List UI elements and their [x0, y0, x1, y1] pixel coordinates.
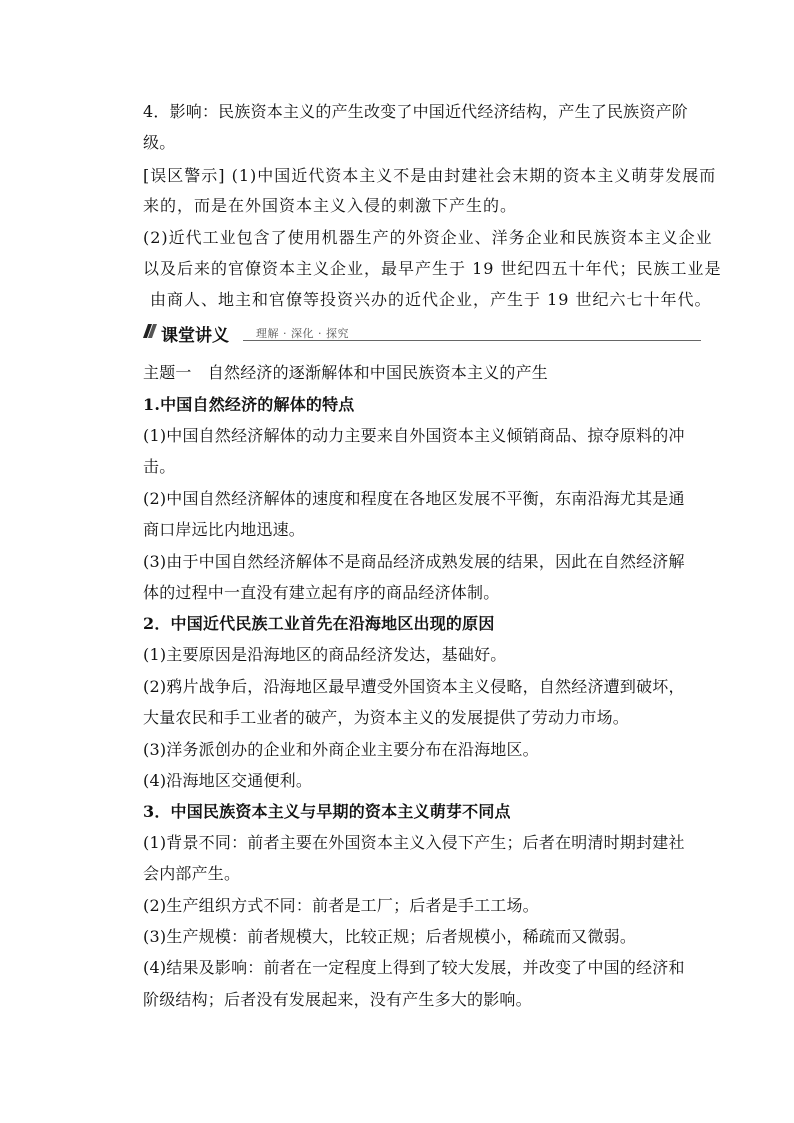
heading-3: 3．中国民族资本主义与早期的资本主义萌芽不同点 — [143, 802, 511, 821]
heading-1: 1.中国自然经济的解体的特点 — [143, 395, 355, 414]
heading-1-item-3-line-2: 体的过程中一直没有建立起有序的商品经济体制。 — [143, 583, 500, 602]
section-banner — [143, 320, 701, 344]
heading-1-item-3-line-1: (3)由于中国自然经济解体不是商品经济成熟发展的结果，因此在自然经济解 — [143, 552, 685, 571]
heading-3-item-1-line-2: 会内部产生。 — [143, 864, 241, 883]
heading-1-item-2-line-2: 商口岸远比内地迅速。 — [143, 520, 306, 539]
section-banner-rule — [243, 340, 701, 341]
heading-3-item-1-line-1: (1)背景不同：前者主要在外国资本主义入侵下产生；后者在明清时期封建社 — [143, 833, 685, 852]
misconception-warning-line-5: 由商人、地主和官僚等投资兴办的近代企业，产生于 19 世纪六七十年代。 — [150, 290, 712, 309]
heading-2-item-3: (3)洋务派创办的企业和外商企业主要分布在沿海地区。 — [143, 740, 539, 759]
section-banner-title: 课堂讲义 — [161, 326, 229, 346]
heading-3-item-4-line-2: 阶级结构；后者没有发展起来，没有产生多大的影响。 — [143, 990, 532, 1009]
heading-3-item-4-line-1: (4)结果及影响：前者在一定程度上得到了较大发展，并改变了中国的经济和 — [143, 958, 685, 977]
heading-1-item-2-line-1: (2)中国自然经济解体的速度和程度在各地区发展不平衡，东南沿海尤其是通 — [143, 489, 685, 508]
misconception-warning-text-1: (1)中国近代资本主义不是由封建社会末期的资本主义萌芽发展而 — [225, 166, 717, 185]
heading-2-item-1: (1)主要原因是沿海地区的商品经济发达，基础好。 — [143, 645, 507, 664]
heading-2-item-2-line-2: 大量农民和手工业者的破产，为资本主义的发展提供了劳动力市场。 — [143, 708, 630, 727]
double-slash-icon — [143, 324, 157, 338]
heading-2-item-2-line-1: (2)鸦片战争后，沿海地区最早遭受外国资本主义侵略，自然经济遭到破坏， — [143, 677, 685, 696]
impact-paragraph-line-1: 4．影响：民族资本主义的产生改变了中国近代经济结构，产生了民族资产阶 — [143, 102, 688, 121]
topic-title: 主题一 自然经济的逐渐解体和中国民族资本主义的产生 — [143, 363, 549, 382]
heading-2: 2．中国近代民族工业首先在沿海地区出现的原因 — [143, 614, 495, 633]
misconception-warning-line-1 — [143, 166, 717, 186]
heading-3-item-2: (2)生产组织方式不同：前者是工厂；后者是手工工场。 — [143, 896, 539, 915]
misconception-warning-line-3: (2)近代工业包含了使用机器生产的外资企业、洋务企业和民族资本主义企业 — [143, 228, 713, 247]
heading-2-item-4: (4)沿海地区交通便利。 — [143, 771, 313, 790]
heading-1-item-1-line-2: 击。 — [143, 457, 176, 476]
misconception-warning-line-2: 来的，而是在外国资本主义入侵的刺激下产生的。 — [143, 196, 518, 215]
heading-1-item-1-line-1: (1)中国自然经济解体的动力主要来自外国资本主义倾销商品、掠夺原料的冲 — [143, 426, 685, 445]
misconception-warning-label: [误区警示] — [143, 166, 226, 185]
impact-paragraph-line-2: 级。 — [143, 133, 176, 152]
heading-3-item-3: (3)生产规模：前者规模大，比较正规；后者规模小，稀疏而又微弱。 — [143, 927, 637, 946]
misconception-warning-line-4: 以及后来的官僚资本主义企业，最早产生于 19 世纪四五十年代；民族工业是 — [143, 259, 722, 278]
section-banner-subtitle: 理解 · 深化 · 探究 — [256, 327, 349, 340]
